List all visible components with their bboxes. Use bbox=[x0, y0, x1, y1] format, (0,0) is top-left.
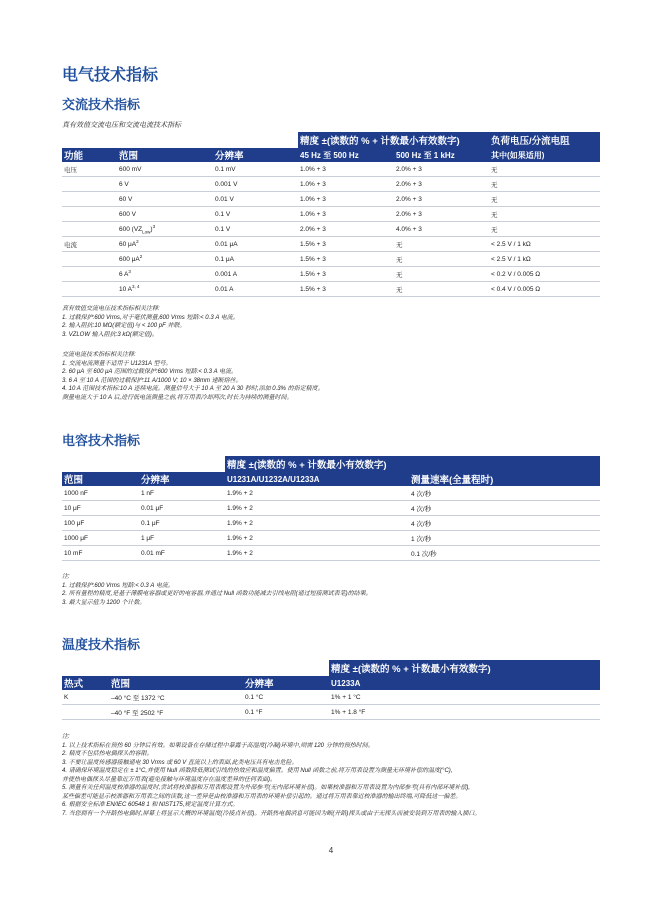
burden-cell: 无 bbox=[489, 207, 600, 222]
range-value: 600 (VZ bbox=[119, 225, 143, 233]
resolution-cell: 0.1 μF bbox=[139, 516, 225, 531]
range-cell bbox=[117, 162, 213, 177]
accuracy-cell: 1.9% + 2 bbox=[225, 546, 409, 561]
resolution-cell: 0.1 °F bbox=[243, 705, 329, 720]
note-line: 2. 输入阻抗:10 MΩ(额定值)与 < 100 pF 并联。 bbox=[62, 323, 186, 329]
temp-range-header: 范围 bbox=[109, 676, 243, 690]
note-line: 交流电流技术指标相关注释: bbox=[62, 352, 136, 358]
ac-freq2-header: 500 Hz 至 1 kHz bbox=[394, 148, 489, 162]
range-value: 600 V bbox=[119, 210, 136, 218]
temp-type-header: 热式 bbox=[62, 676, 109, 690]
accuracy-cell: 1% + 1 °C bbox=[329, 690, 600, 705]
function-cell bbox=[62, 267, 117, 282]
accuracy-cell: 1.9% + 2 bbox=[225, 531, 409, 546]
footnote-ref: 3 bbox=[128, 269, 131, 275]
accuracy-cell-500-1k: 无 bbox=[394, 237, 489, 252]
range-value: 60 V bbox=[119, 195, 133, 203]
burden-cell: 无 bbox=[489, 222, 600, 237]
burden-cell: 无 bbox=[489, 177, 600, 192]
range-value: 600 mV bbox=[119, 165, 142, 173]
accuracy-cell-45-500: 1.5% + 3 bbox=[298, 282, 394, 297]
resolution-cell: 0.1 °C bbox=[243, 690, 329, 705]
note-line: 4. 10 A 范围技术指标:10 A 连续电流。测量信号大于 10 A 至 20 A 30 秒时,添加 0.3% 的指定精度。 bbox=[62, 386, 324, 392]
range-value: 600 μA bbox=[119, 256, 140, 264]
note-line: 3. 不要让温度传感器接触通电 30 Vrms 或 60 V 直流以上的表面,此类电压具有电击危险。 bbox=[62, 759, 298, 766]
page-number: 4 bbox=[328, 846, 334, 855]
function-cell: 电压 bbox=[62, 162, 117, 177]
note-line: 1. 过载保护:600 Vrms,对于毫伏测量,600 Vrms 短路:< 0.3 A 电流。 bbox=[62, 314, 239, 321]
rate-cell: 4 次/秒 bbox=[409, 501, 600, 516]
temp-heading: 温度技术指标 bbox=[62, 637, 141, 652]
temp-notes bbox=[62, 733, 612, 818]
note-line: 3. VZLOW 输入阻抗:3 kΩ(额定值)。 bbox=[62, 331, 158, 338]
table-row bbox=[62, 282, 600, 297]
table-row bbox=[62, 546, 600, 561]
ac-range-header: 范围 bbox=[117, 148, 213, 162]
rate-cell: 4 次/秒 bbox=[409, 516, 600, 531]
table-row bbox=[62, 690, 600, 705]
range-cell bbox=[117, 237, 213, 252]
accuracy-cell-500-1k: 2.0% + 3 bbox=[394, 162, 489, 177]
accuracy-cell-45-500: 1.0% + 3 bbox=[298, 192, 394, 207]
accuracy-cell: 1.9% + 2 bbox=[225, 516, 409, 531]
function-cell bbox=[62, 282, 117, 297]
accuracy-cell-500-1k: 无 bbox=[394, 267, 489, 282]
range-cell: 100 μF bbox=[62, 516, 139, 531]
note-line: 4. 请确保环境温度稳定在 ± 1°C,并使用 Null 函数降低测试引线的热效应和温度偏置。使用 Null 函数之前,将万用表设置为测量无环境补偿的温度(°C), bbox=[62, 768, 453, 774]
range-cell bbox=[117, 267, 213, 282]
table-row bbox=[62, 531, 600, 546]
table-row bbox=[62, 252, 600, 267]
ac-burden-sub-header: 其中(如果适用) bbox=[489, 148, 600, 162]
range-tail: ) bbox=[150, 225, 153, 233]
range-cell: –40 °C 至 1372 °C bbox=[109, 690, 243, 705]
burden-cell: < 2.5 V / 1 kΩ bbox=[489, 237, 600, 252]
range-cell bbox=[117, 192, 213, 207]
accuracy-cell-45-500: 1.0% + 3 bbox=[298, 162, 394, 177]
footnote-ref: 3, 4 bbox=[132, 284, 140, 290]
burden-cell: < 2.5 V / 1 kΩ bbox=[489, 252, 600, 267]
note-line: 某些偏差可能显示校准器和万用表之间的读数,这一差异是由校准器和万用表的环境补偿引起的。通过将万用表靠近校准器的输出终端,可降低这一偏差。 bbox=[62, 793, 462, 800]
function-cell bbox=[62, 222, 117, 237]
note-line: 并使热电偶探头尽量靠近万用表(避免接触与环境温度存在温度差异的任何表面)。 bbox=[62, 776, 276, 783]
cap-heading: 电容技术指标 bbox=[62, 433, 141, 448]
table-row bbox=[62, 192, 600, 207]
cap-resolution-header: 分辨率 bbox=[139, 472, 225, 486]
table-row bbox=[62, 237, 600, 252]
resolution-cell: 0.001 A bbox=[213, 267, 298, 282]
ac-spec-table bbox=[62, 132, 600, 297]
range-cell: 10 μF bbox=[62, 501, 139, 516]
ac-function-header: 功能 bbox=[62, 148, 117, 162]
table-row bbox=[62, 501, 600, 516]
note-line: 3. 最大显示值为 1200 个计数。 bbox=[62, 599, 146, 606]
note-line: 1. 过载保护:600 Vrms 短路:< 0.3 A 电流。 bbox=[62, 582, 174, 589]
note-line: 7. 当您拥有一个开路热电偶时,屏幕上将显示大概的环境温度(冷接点补偿)。开路热电偶消息可能因为断(开路)探头或由于无探头而被安装到万用表的输入插口。 bbox=[62, 810, 481, 817]
note-line: 测量电流大于 10 A 后,进行低电流测量之前,将万用表冷却两次,时长为持续的测量时间。 bbox=[62, 394, 293, 401]
accuracy-cell-45-500: 1.5% + 3 bbox=[298, 237, 394, 252]
range-value: 60 μA bbox=[119, 241, 137, 249]
cap-notes bbox=[62, 573, 612, 607]
range-cell: 1000 μF bbox=[62, 531, 139, 546]
resolution-cell: 0.01 mF bbox=[139, 546, 225, 561]
range-cell: 10 mF bbox=[62, 546, 139, 561]
ac-freq1-header: 45 Hz 至 500 Hz bbox=[298, 148, 394, 162]
ac-resolution-header: 分辨率 bbox=[213, 148, 298, 162]
note-line: 注: bbox=[62, 734, 70, 740]
ac-accuracy-header: 精度 ±(读数的 % + 计数最小有效数字) bbox=[298, 132, 489, 148]
footnote-ref: 2 bbox=[136, 239, 139, 245]
table-row bbox=[62, 222, 600, 237]
note-line: 2. 60 μA 至 600 μA 范围的过载保护:600 Vrms 短路:< 0.3 A 电流。 bbox=[62, 369, 238, 375]
range-cell bbox=[117, 222, 213, 237]
burden-cell: 无 bbox=[489, 162, 600, 177]
table-row bbox=[62, 486, 600, 501]
note-line: 注: bbox=[62, 574, 70, 580]
ac-current-notes bbox=[62, 351, 612, 402]
note-line: 6. 根据安全标准 EN/IEC 60548 1 和 NIST175,规定温度计算方式。 bbox=[62, 802, 239, 808]
accuracy-cell-45-500: 1.0% + 3 bbox=[298, 177, 394, 192]
cap-range-header: 范围 bbox=[62, 472, 139, 486]
note-line: 2. 精度不包括热电偶探头的容限。 bbox=[62, 751, 153, 757]
temp-model-header: U1233A bbox=[329, 676, 600, 690]
ac-caption: 真有效值交流电压和交流电流技术指标 bbox=[62, 122, 181, 129]
accuracy-cell-45-500: 2.0% + 3 bbox=[298, 222, 394, 237]
ac-heading: 交流技术指标 bbox=[62, 97, 141, 112]
range-subscript: Low bbox=[142, 229, 151, 235]
type-cell bbox=[62, 705, 109, 720]
table-row bbox=[62, 267, 600, 282]
resolution-cell: 0.01 μA bbox=[213, 237, 298, 252]
note-line: 2. 所有量程的精度,是基于薄膜电容器或更好的电容器,并通过 Null 函数功能减去引线电阻(通过短接测试表笔)的结果。 bbox=[62, 591, 372, 597]
type-cell: K bbox=[62, 690, 109, 705]
range-cell bbox=[117, 207, 213, 222]
resolution-cell: 1 μF bbox=[139, 531, 225, 546]
table-row bbox=[62, 516, 600, 531]
table-row bbox=[62, 207, 600, 222]
range-cell bbox=[117, 252, 213, 267]
accuracy-cell-45-500: 1.0% + 3 bbox=[298, 207, 394, 222]
table-row bbox=[62, 705, 600, 720]
function-cell bbox=[62, 207, 117, 222]
accuracy-cell-500-1k: 无 bbox=[394, 252, 489, 267]
temp-accuracy-header: 精度 ±(读数的 % + 计数最小有效数字) bbox=[329, 660, 600, 676]
range-cell: –40 °F 至 2502 °F bbox=[109, 705, 243, 720]
function-cell bbox=[62, 192, 117, 207]
accuracy-cell: 1.9% + 2 bbox=[225, 501, 409, 516]
rate-cell: 1 次/秒 bbox=[409, 531, 600, 546]
note-line: 1. 交流电流测量不适用于 U1231A 型号。 bbox=[62, 360, 172, 367]
resolution-cell: 0.001 V bbox=[213, 177, 298, 192]
function-cell bbox=[62, 252, 117, 267]
note-line: 5. 测量有关任何温度校准器的温度时,尝试将校准器和万用表都设置为外部参考(无内部环境补偿)。如果校准器和万用表设置为内部参考(具有内部环境补偿), bbox=[62, 785, 471, 791]
range-value: 10 A bbox=[119, 286, 133, 294]
temp-spec-table bbox=[62, 660, 600, 720]
range-cell bbox=[117, 177, 213, 192]
cap-rate-header: 测量速率(全量程时) bbox=[409, 472, 600, 486]
note-line: 真有效值交流电压技术指标相关注释: bbox=[62, 306, 160, 312]
accuracy-cell-500-1k: 4.0% + 3 bbox=[394, 222, 489, 237]
burden-cell: 无 bbox=[489, 192, 600, 207]
resolution-cell: 0.01 V bbox=[213, 192, 298, 207]
note-line: 1. 以上技术指标在预热 60 分钟后有效。如果设备在存储过程中暴露于高湿度(冷凝)环境中,则需 120 分钟的预热时间。 bbox=[62, 742, 374, 749]
cap-spec-table bbox=[62, 456, 600, 561]
cap-accuracy-header: 精度 ±(读数的 % + 计数最小有效数字) bbox=[225, 456, 600, 472]
ac-voltage-notes bbox=[62, 305, 612, 339]
accuracy-cell: 1.9% + 2 bbox=[225, 486, 409, 501]
function-cell: 电流 bbox=[62, 237, 117, 252]
cap-models-header: U1231A/U1232A/U1233A bbox=[225, 472, 409, 486]
accuracy-cell-45-500: 1.5% + 3 bbox=[298, 252, 394, 267]
resolution-cell: 0.1 V bbox=[213, 207, 298, 222]
table-row bbox=[62, 162, 600, 177]
resolution-cell: 1 nF bbox=[139, 486, 225, 501]
resolution-cell: 0.01 μF bbox=[139, 501, 225, 516]
resolution-cell: 0.1 μA bbox=[213, 252, 298, 267]
ac-burden-header: 负荷电压/分流电阻 bbox=[489, 132, 600, 148]
accuracy-cell-45-500: 1.5% + 3 bbox=[298, 267, 394, 282]
page-title: 电气技术指标 bbox=[62, 67, 159, 84]
range-value: 6 V bbox=[119, 180, 129, 188]
note-line: 3. 6 A 至 10 A 范围的过载保护:11 A/1000 V; 10 × 38mm 速断熔丝。 bbox=[62, 377, 242, 384]
range-cell: 1000 nF bbox=[62, 486, 139, 501]
accuracy-cell-500-1k: 2.0% + 3 bbox=[394, 207, 489, 222]
accuracy-cell: 1% + 1.8 °F bbox=[329, 705, 600, 720]
resolution-cell: 0.01 A bbox=[213, 282, 298, 297]
function-cell bbox=[62, 177, 117, 192]
accuracy-cell-500-1k: 无 bbox=[394, 282, 489, 297]
rate-cell: 4 次/秒 bbox=[409, 486, 600, 501]
rate-cell: 0.1 次/秒 bbox=[409, 546, 600, 561]
footnote-ref: 3 bbox=[152, 223, 156, 229]
resolution-cell: 0.1 V bbox=[213, 222, 298, 237]
accuracy-cell-500-1k: 2.0% + 3 bbox=[394, 192, 489, 207]
table-row bbox=[62, 177, 600, 192]
footnote-ref: 2 bbox=[139, 254, 143, 260]
temp-resolution-header: 分辨率 bbox=[243, 676, 329, 690]
range-cell bbox=[117, 282, 213, 297]
accuracy-cell-500-1k: 2.0% + 3 bbox=[394, 177, 489, 192]
burden-cell: < 0.4 V / 0.005 Ω bbox=[489, 282, 600, 297]
range-value: 6 A bbox=[119, 271, 129, 279]
burden-cell: < 0.2 V / 0.005 Ω bbox=[489, 267, 600, 282]
resolution-cell: 0.1 mV bbox=[213, 162, 298, 177]
